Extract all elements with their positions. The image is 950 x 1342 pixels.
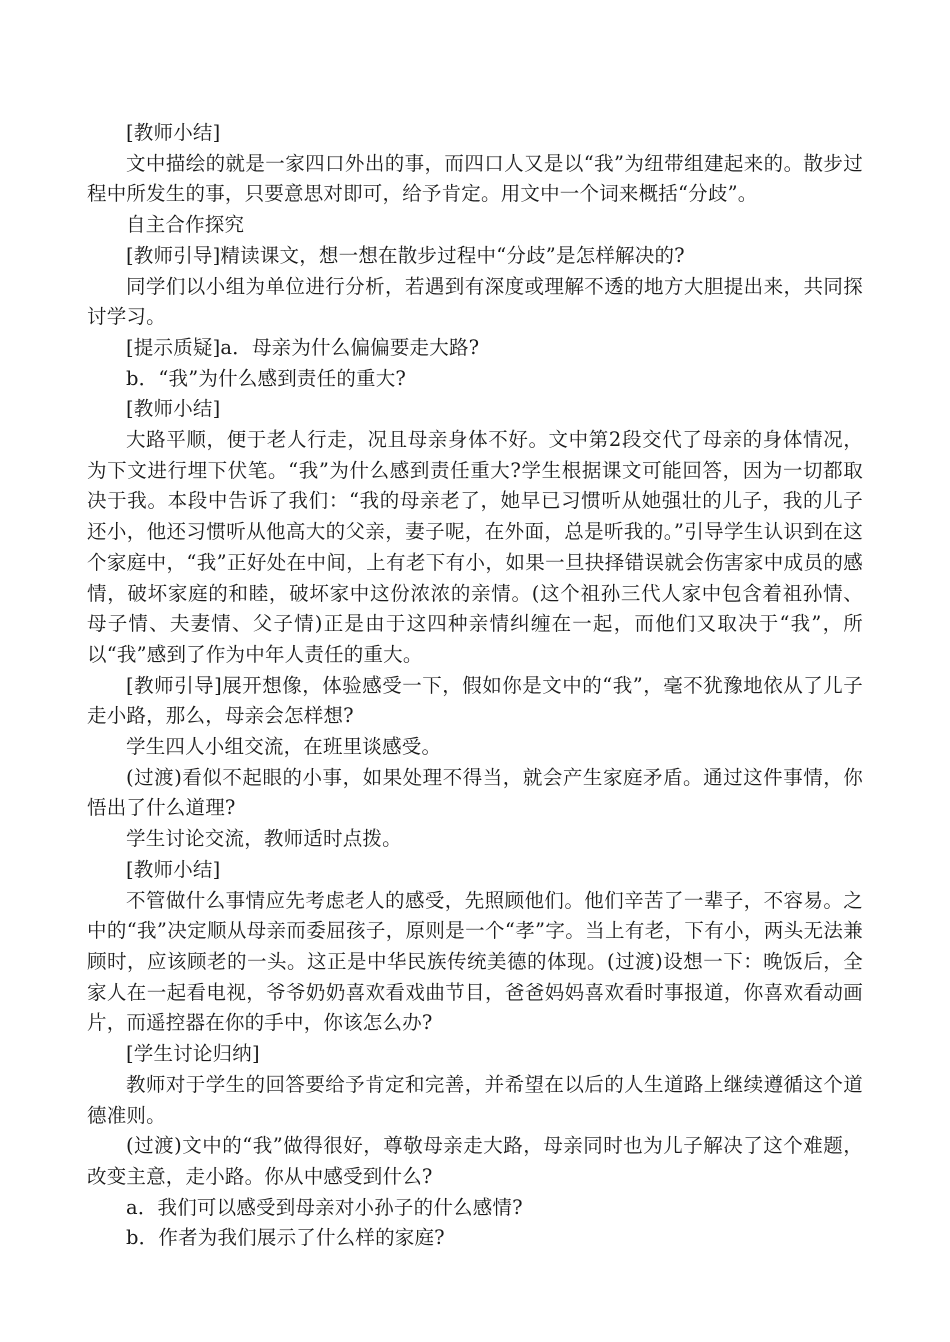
teacher-response-paragraph: 教师对于学生的回答要给予肯定和完善，并希望在以后的人生道路上继续遵循这个道德准则。 xyxy=(87,1072,863,1127)
transition-paragraph: (过渡)看似不起眼的小事，如果处理不得当，就会产生家庭矛盾。通过这件事情，你悟出了什么道理? xyxy=(87,765,863,820)
summary-paragraph: 文中描绘的就是一家四口外出的事，而四口人又是以“我”为纽带组建起来的。散步过程中所发生的事，只要意思对即可，给予肯定。用文中一个词来概括“分歧”。 xyxy=(87,151,863,206)
filial-piety-paragraph: 不管做什么事情应先考虑老人的感受，先照顾他们。他们辛苦了一辈子，不容易。之中的“我”决定顺从母亲而委屈孩子，原则是一个“孝”字。当上有老，下有小，两头无法兼顾时，应该顾老的一头。这正是中华民族传统美德的体现。(过渡)设想一下：晚饭后，全家人在一起看电视，爷爷奶奶喜欢看戏曲节目，爸爸妈妈喜欢看时事报道，你喜欢看动画片，而遥控器在你的手中，你该怎么办? xyxy=(87,888,863,1035)
transition-paragraph: (过渡)文中的“我”做得很好，尊敬母亲走大路，母亲同时也为儿子解决了这个难题，改变主意，走小路。你从中感受到什么? xyxy=(87,1134,863,1188)
question-b: b．作者为我们展示了什么样的家庭? xyxy=(126,1226,445,1250)
student-summary-heading: [学生讨论归纳] xyxy=(126,1042,260,1066)
teacher-summary-heading: [教师小结] xyxy=(126,397,221,421)
group-exchange-paragraph: 学生四人小组交流，在班里谈感受。 xyxy=(126,735,442,759)
road-analysis-paragraph: 大路平顺，便于老人行走，况且母亲身体不好。文中第2段交代了母亲的身体情况，为下文进行埋下伏笔。“我”为什么感到责任重大?学生根据课文可能回答，因为一切都取决于我。本段中告诉了我们：“我的母亲老了，她早已习惯听从她强壮的儿子，我的儿子还小，他还习惯听从他高大的父亲，妻子呢，在外面，总是听我的。”引导学生认识到在这个家庭中，“我”正好处在中间，上有老下有小，如果一旦抉择错误就会伤害家中成员的感情，破坏家庭的和睦，破坏家中这份浓浓的亲情。(这个祖孙三代人家中包含着祖孙情、母子情、夫妻情、父子情)正是由于这四种亲情纠缠在一起，而他们又取决于“我”，所以“我”感到了作为中年人责任的重大。 xyxy=(87,428,863,666)
teacher-guide-paragraph: [教师引导]精读课文，想一想在散步过程中“分歧”是怎样解决的? xyxy=(126,243,685,267)
question-a: a．我们可以感受到母亲对小孙子的什么感情? xyxy=(126,1195,523,1219)
teacher-guide-paragraph: [教师引导]展开想像，体验感受一下，假如你是文中的“我”，毫不犹豫地依从了儿子走小路，那么，母亲会怎样想? xyxy=(87,673,863,728)
teacher-summary-heading: [教师小结] xyxy=(126,857,221,881)
question-a: [提示质疑]a．母亲为什么偏偏要走大路? xyxy=(126,335,480,359)
discussion-paragraph: 学生讨论交流，教师适时点拨。 xyxy=(126,827,402,851)
document-body xyxy=(87,118,863,1254)
section-heading: 自主合作探究 xyxy=(126,213,245,237)
teacher-summary-heading: [教师小结] xyxy=(126,121,221,144)
group-analysis-paragraph: 同学们以小组为单位进行分析，若遇到有深度或理解不透的地方大胆提出来，共同探讨学习。 xyxy=(87,274,863,329)
question-b: b．“我”为什么感到责任的重大? xyxy=(126,366,407,390)
